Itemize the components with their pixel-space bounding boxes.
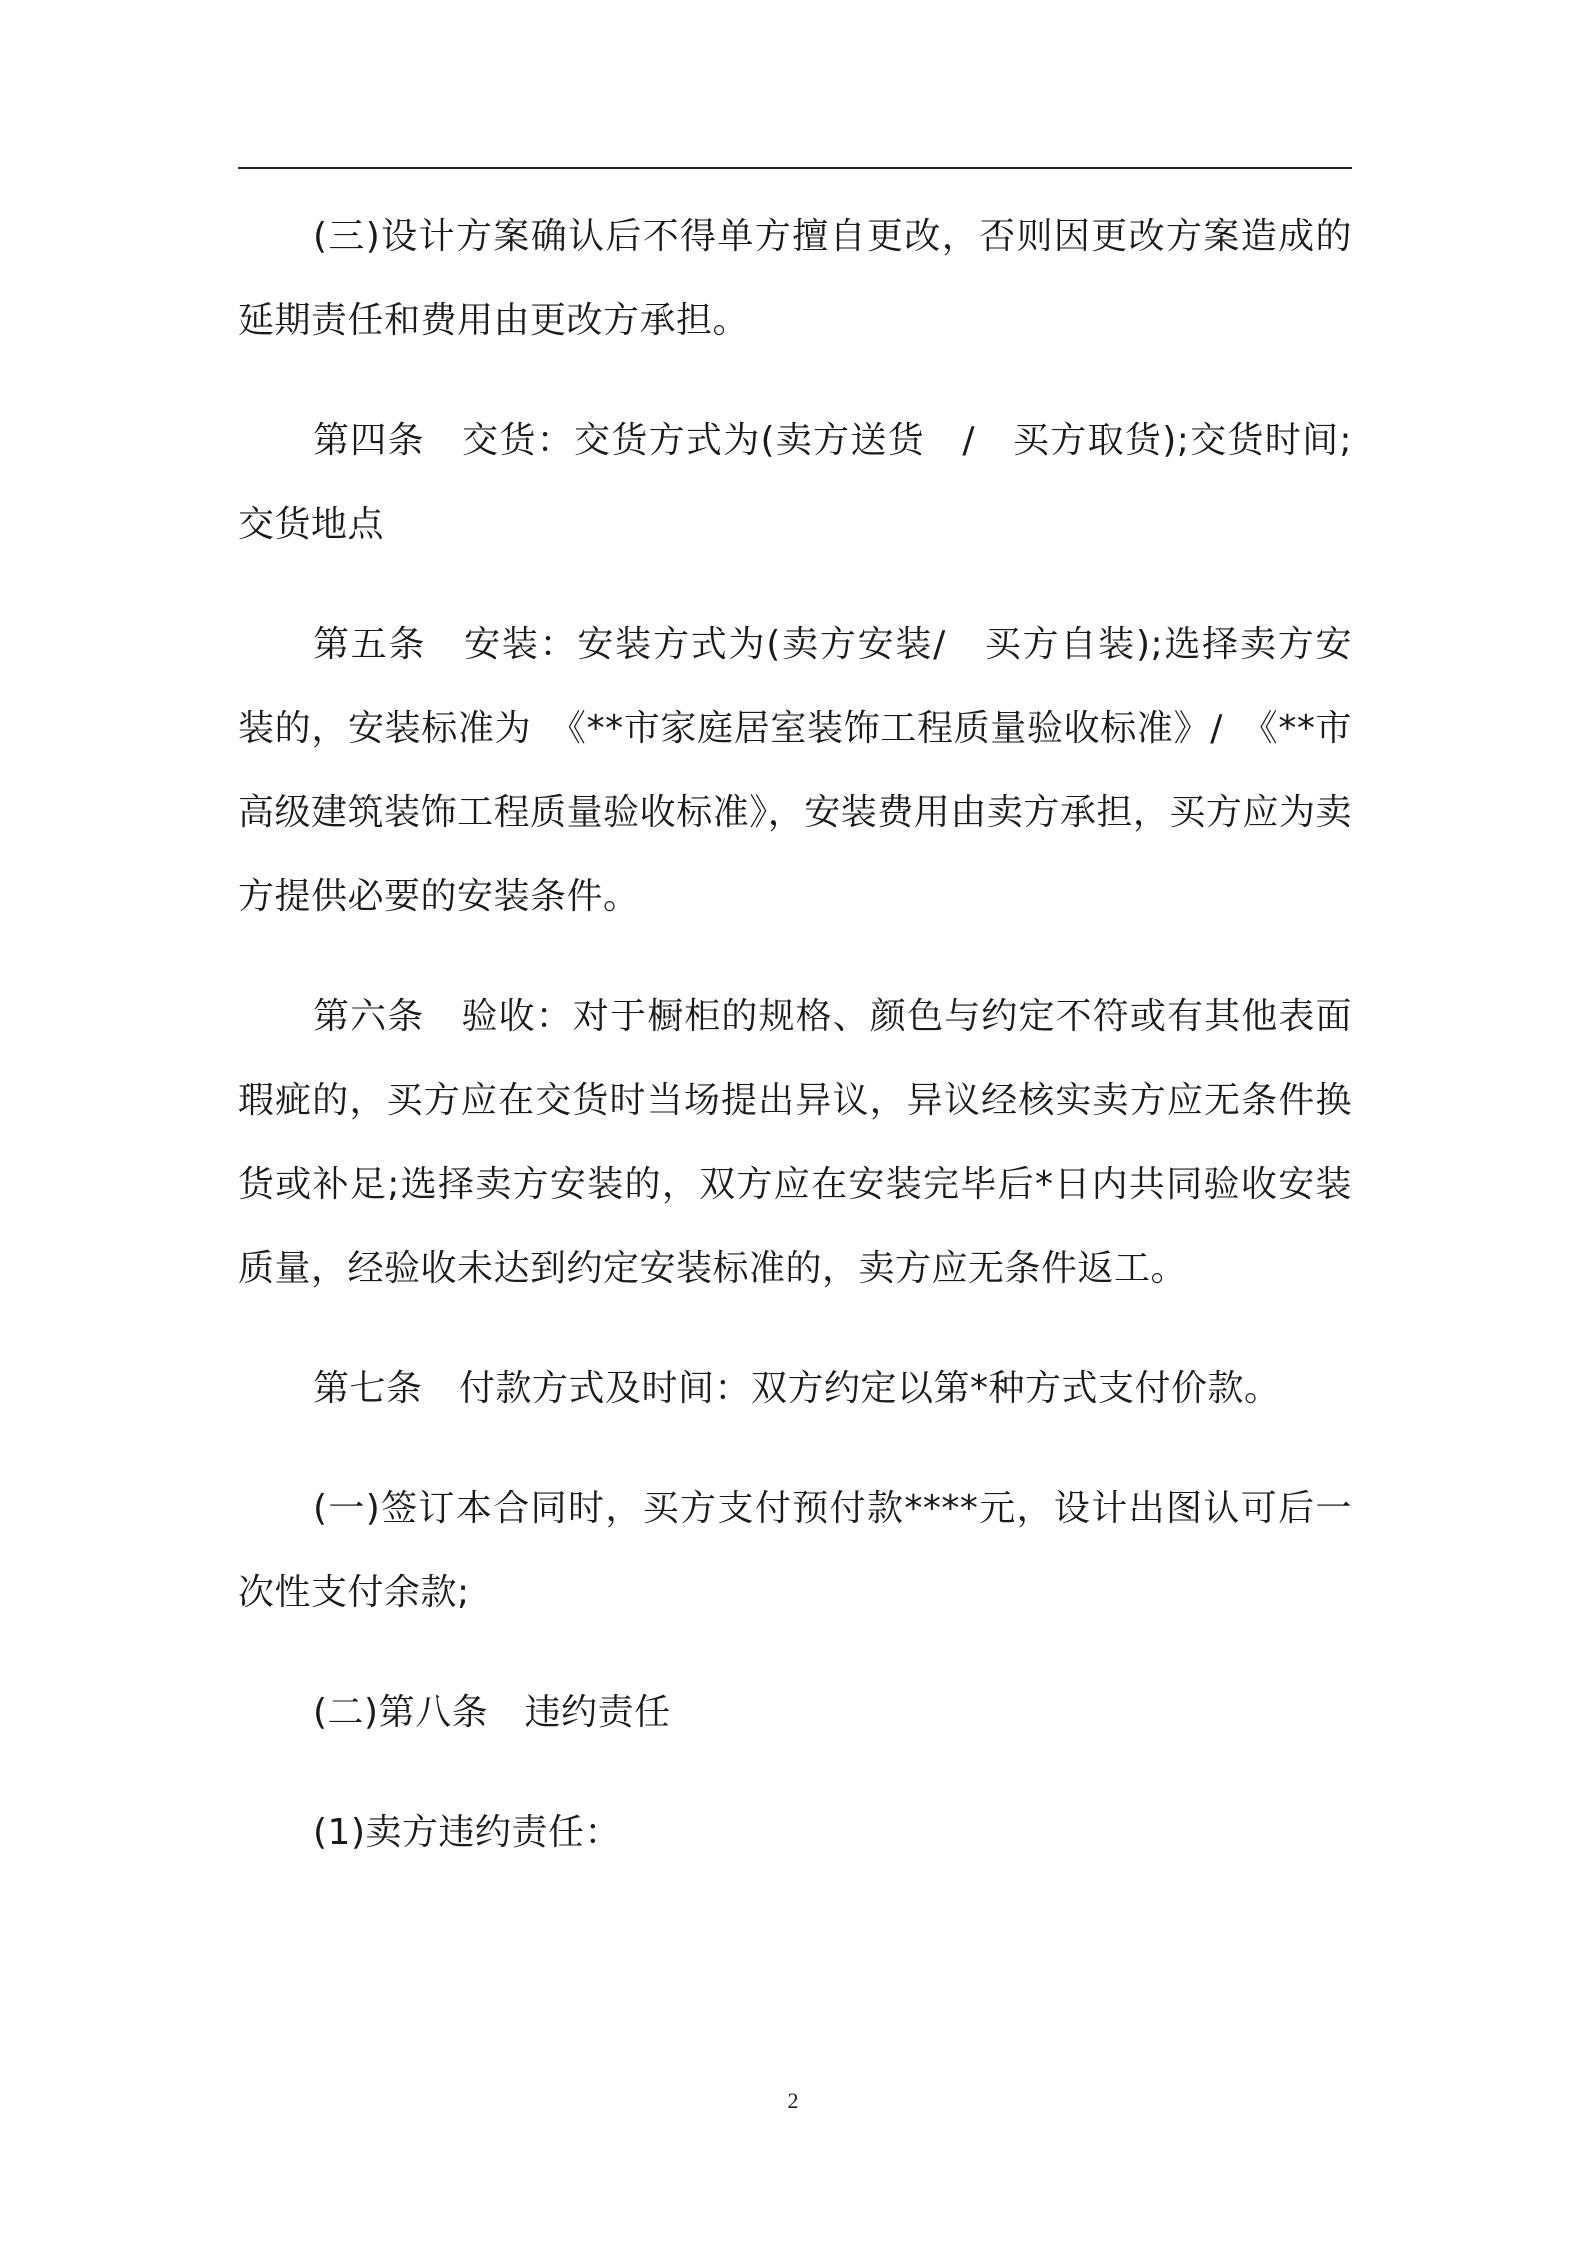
- page-number: 2: [787, 2088, 799, 2113]
- paragraph-article-4-delivery: 第四条 交货：交货方式为(卖方送货 / 买方取货);交货时间;交货地点: [238, 420, 1352, 545]
- paragraph-seller-liability: (1)卖方违约责任：: [313, 1812, 621, 1853]
- header-rule: [238, 167, 1352, 169]
- paragraph-payment-option-1: (一)签订本合同时，买方支付预付款****元，设计出图认可后一次性支付余款;: [238, 1488, 1352, 1613]
- paragraph-article-7-payment: 第七条 付款方式及时间：双方约定以第*种方式支付价款。: [313, 1368, 1281, 1409]
- paragraph-article-6-acceptance: 第六条 验收：对于橱柜的规格、颜色与约定不符或有其他表面瑕疵的，买方应在交货时当场提出异议，异议经核实卖方应无条件换货或补足;选择卖方安装的，双方应在安装完毕后*日内共同验收安装质量，经验收未达到约定安装标准的，卖方应无条件返工。: [238, 996, 1352, 1289]
- paragraph-article-8-liability: (二)第八条 违约责任: [313, 1692, 671, 1733]
- document-body: [238, 195, 1352, 1875]
- paragraph-article-5-installation: 第五条 安装：安装方式为(卖方安装/ 买方自装);选择卖方安装的，安装标准为 《**市家庭居室装饰工程质量验收标准》/ 《**市高级建筑装饰工程质量验收标准》，安装费用由卖方承担，买方应为卖方提供必要的安装条件。: [238, 624, 1352, 917]
- paragraph-clause-3-design-change: (三)设计方案确认后不得单方擅自更改，否则因更改方案造成的延期责任和费用由更改方承担。: [238, 216, 1352, 341]
